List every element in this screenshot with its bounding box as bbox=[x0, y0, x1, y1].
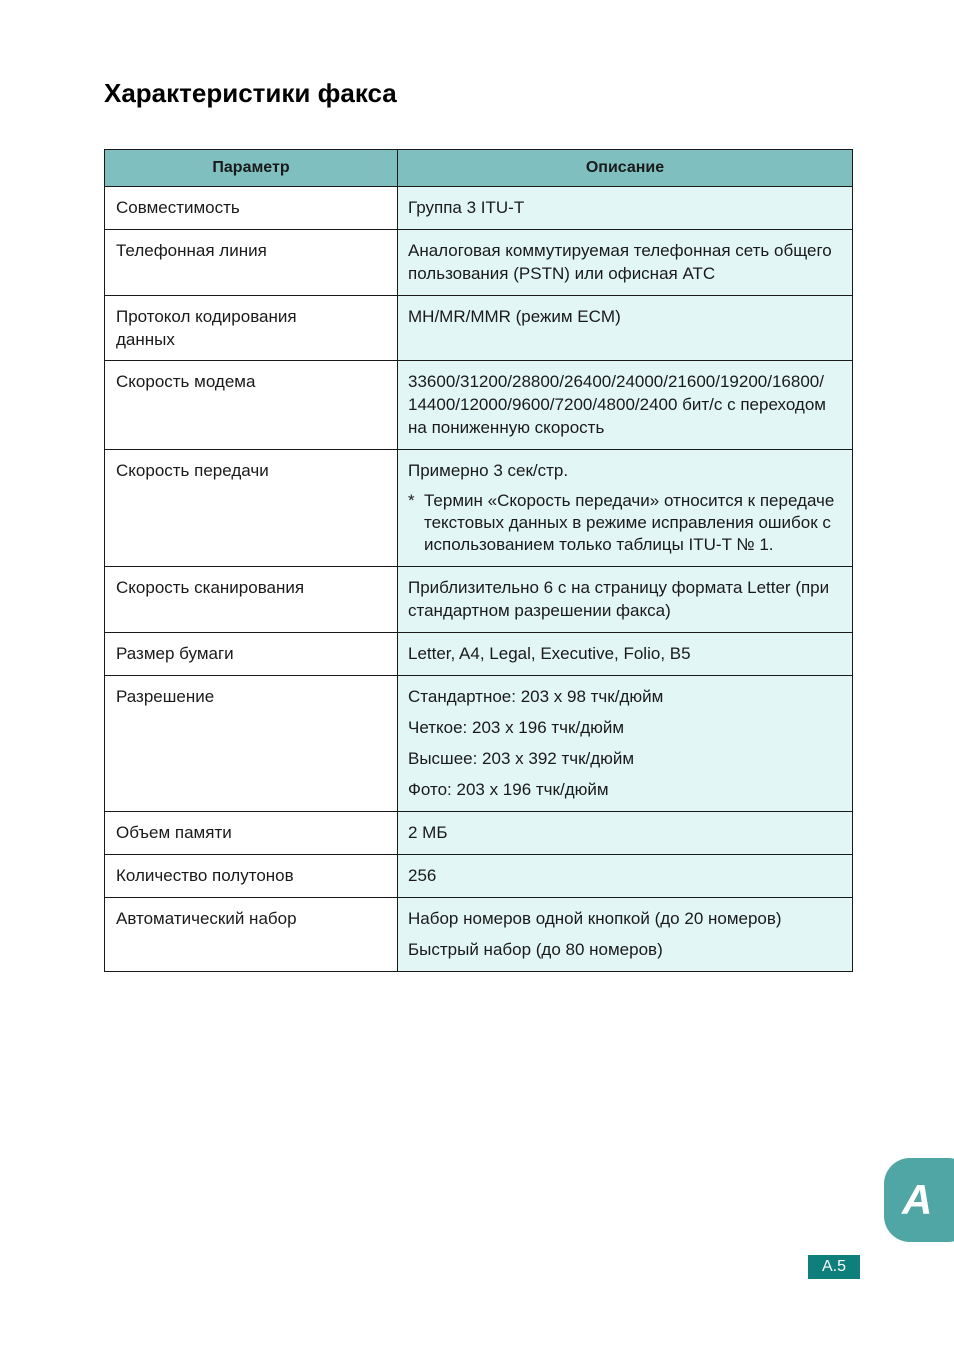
table-row bbox=[105, 361, 853, 450]
param-cell: Скорость передачи bbox=[105, 450, 398, 567]
fax-spec-table bbox=[104, 149, 853, 972]
desc-text: Быстрый набор (до 80 номеров) bbox=[408, 940, 663, 959]
desc-text: Набор номеров одной кнопкой (до 20 номеров) bbox=[408, 909, 782, 928]
desc-cell bbox=[398, 296, 853, 361]
table-row bbox=[105, 855, 853, 898]
desc-text: MH/MR/MMR (режим ECM) bbox=[408, 307, 621, 326]
table-row bbox=[105, 812, 853, 855]
param-cell: Размер бумаги bbox=[105, 633, 398, 676]
param-cell: Объем памяти bbox=[105, 812, 398, 855]
param-cell: Разрешение bbox=[105, 676, 398, 812]
table-row bbox=[105, 450, 853, 567]
desc-text: 256 bbox=[408, 866, 437, 885]
desc-text: Фото: 203 x 196 тчк/дюйм bbox=[408, 780, 609, 799]
desc-text: Аналоговая коммутируемая телефонная сеть общего пользования (PSTN) или офисная АТС bbox=[408, 241, 832, 283]
desc-text: Примерно 3 сек/стр. bbox=[408, 461, 569, 480]
desc-cell bbox=[398, 187, 853, 230]
desc-cell bbox=[398, 676, 853, 812]
desc-text: Группа 3 ITU-T bbox=[408, 198, 525, 217]
header-desc: Описание bbox=[398, 150, 853, 187]
desc-cell bbox=[398, 230, 853, 296]
desc-text: Четкое: 203 x 196 тчк/дюйм bbox=[408, 718, 625, 737]
desc-text: Приблизительно 6 с на страницу формата Letter (при стандартном разрешении факса) bbox=[408, 578, 830, 620]
desc-cell bbox=[398, 633, 853, 676]
desc-text: Стандартное: 203 x 98 тчк/дюйм bbox=[408, 687, 664, 706]
page-number: A.5 bbox=[808, 1255, 860, 1279]
table-row bbox=[105, 567, 853, 633]
desc-cell bbox=[398, 361, 853, 450]
table-row bbox=[105, 676, 853, 812]
desc-cell bbox=[398, 450, 853, 567]
desc-text: Высшее: 203 x 392 тчк/дюйм bbox=[408, 749, 635, 768]
table-row bbox=[105, 898, 853, 972]
footnote bbox=[408, 490, 842, 556]
table-row bbox=[105, 296, 853, 361]
header-param: Параметр bbox=[105, 150, 398, 187]
desc-cell bbox=[398, 855, 853, 898]
table-header-row bbox=[105, 150, 853, 187]
table-row bbox=[105, 187, 853, 230]
param-cell: Автоматический набор bbox=[105, 898, 398, 972]
desc-cell bbox=[398, 812, 853, 855]
desc-cell bbox=[398, 898, 853, 972]
page-title: Характеристики факса bbox=[104, 78, 397, 108]
desc-text: Letter, A4, Legal, Executive, Folio, B5 bbox=[408, 644, 691, 663]
param-cell: Скорость сканирования bbox=[105, 567, 398, 633]
param-cell: Скорость модема bbox=[105, 361, 398, 450]
footnote-text: Термин «Скорость передачи» относится к передаче текстовых данных в режиме исправления ошибок с использованием только таблицы ITU-T № 1. bbox=[424, 491, 835, 554]
table-row bbox=[105, 633, 853, 676]
param-cell: Протокол кодирования данных bbox=[105, 296, 398, 361]
desc-text: 33600/31200/28800/26400/24000/21600/19200/16800/ 14400/12000/9600/7200/4800/2400 бит/с с переходом на пониженную скорость bbox=[408, 372, 826, 437]
asterisk-icon: * bbox=[408, 491, 415, 510]
param-cell: Количество полутонов bbox=[105, 855, 398, 898]
desc-cell bbox=[398, 567, 853, 633]
table-row bbox=[105, 230, 853, 296]
chapter-tab: A bbox=[884, 1158, 954, 1242]
param-cell: Совместимость bbox=[105, 187, 398, 230]
param-cell: Телефонная линия bbox=[105, 230, 398, 296]
desc-text: 2 МБ bbox=[408, 823, 448, 842]
